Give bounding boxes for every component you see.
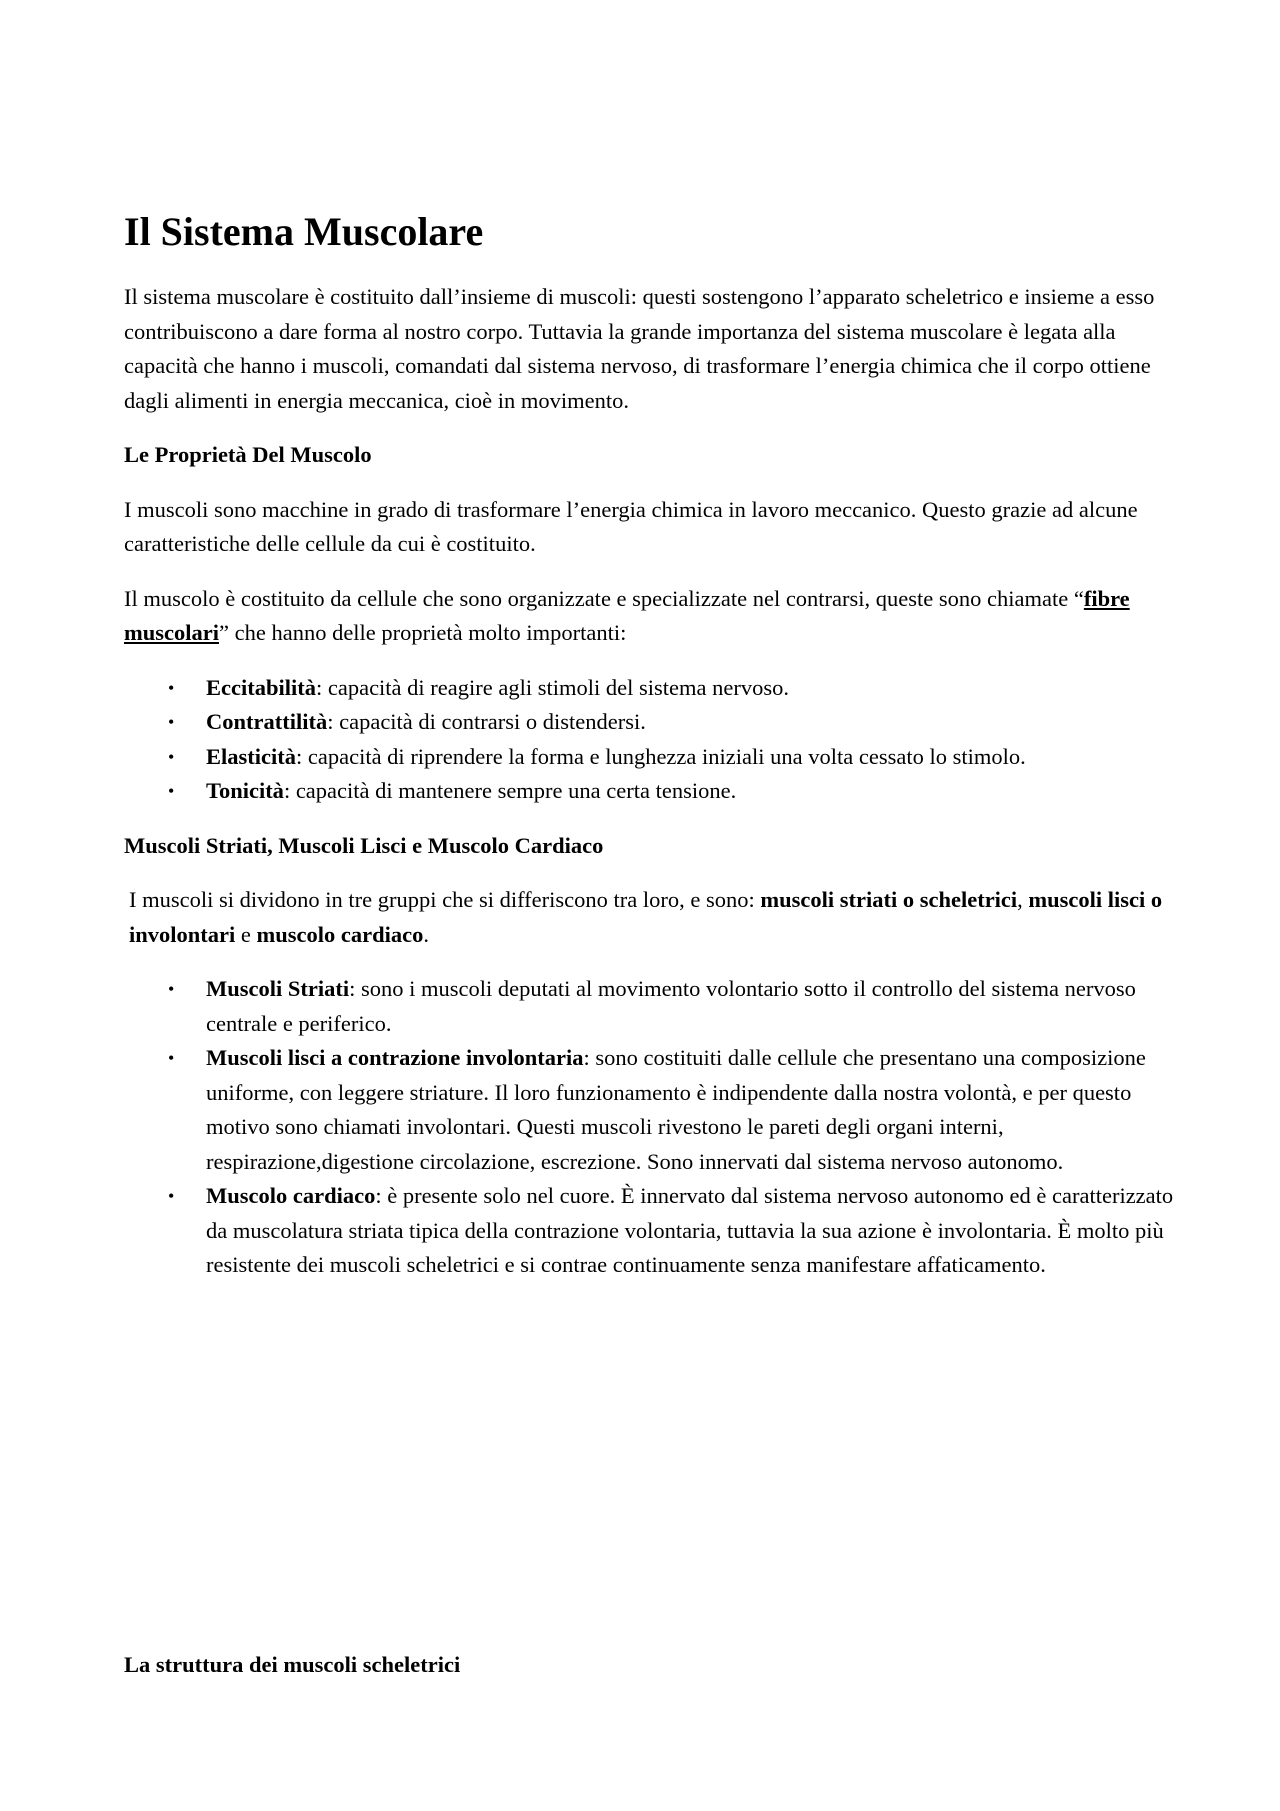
properties-paragraph-1: I muscoli sono macchine in grado di trasformare l’energia chimica in lavoro meccanico. Questo grazie ad alcune caratteristiche delle cellule da cui è costituito. bbox=[124, 496, 1138, 556]
list-item bbox=[124, 705, 1184, 740]
paragraph-text: ” che hanno delle proprietà molto importanti: bbox=[219, 620, 627, 645]
list-item-text: : capacità di mantenere sempre una certa tensione. bbox=[283, 778, 737, 803]
intro-paragraph: Il sistema muscolare è costituito dall’insieme di muscoli: questi sostengono l’apparato scheletrico e insieme a esso contribuiscono a dare forma al nostro corpo. Tuttavia la grande importanza del sistema muscolare è legata alla capacità che hanno i muscoli, comandati dal sistema nervoso, di trasformare l’energia chimica che il corpo ottiene dagli alimenti in energia meccanica, cioè in movimento. bbox=[124, 284, 1155, 413]
list-item-text: : sono i muscoli deputati al movimento volontario sotto il controllo del sistema nervoso centrale e periferico. bbox=[206, 976, 1136, 1036]
paragraph-text: I muscoli si dividono in tre gruppi che si differiscono tra loro, e sono: bbox=[129, 887, 761, 912]
list-item-term: Contrattilità bbox=[206, 709, 328, 734]
bullet-icon: • bbox=[168, 781, 175, 801]
list-item-term: Muscolo cardiaco bbox=[206, 1183, 376, 1208]
list-item-text: : sono costituiti dalle cellule che presentano una composizione uniforme, con leggere striature. Il loro funzionamento è indipendente dalla nostra volontà, e per questo motivo sono chiamati involontari. Questi muscoli rivestono le pareti degli organi interni, respirazione,digestione circolazione, escrezione. Sono innervati dal sistema nervoso autonomo. bbox=[206, 1045, 1146, 1174]
paragraph-text: . bbox=[423, 921, 429, 947]
properties-list bbox=[124, 671, 1184, 809]
bullet-icon: • bbox=[168, 1048, 175, 1068]
list-item-term: Elasticità bbox=[206, 743, 296, 769]
list-item bbox=[124, 774, 1184, 809]
section-heading-properties: Le Proprietà Del Muscolo bbox=[124, 442, 372, 467]
list-item-term: Eccitabilità bbox=[206, 674, 316, 700]
properties-paragraph-2 bbox=[124, 582, 1184, 651]
section-heading-muscle-types: Muscoli Striati, Muscoli Lisci e Muscolo Cardiaco bbox=[124, 832, 604, 858]
list-item-text: : è presente solo nel cuore. È innervato dal sistema nervoso autonomo ed è caratterizzato da muscolatura striata tipica della contrazione volontaria, tuttavia la sua azione è involontaria. È molto più resistente dei muscoli scheletrici e si contrae continuamente senza manifestare affaticamento. bbox=[206, 1183, 1174, 1277]
section-heading-skeletal-structure: La struttura dei muscoli scheletrici bbox=[124, 1652, 461, 1677]
bullet-icon: • bbox=[168, 746, 175, 767]
page-title: Il Sistema Muscolare bbox=[124, 209, 484, 254]
list-item bbox=[124, 740, 1184, 775]
bold-term: muscolo cardiaco bbox=[256, 921, 424, 947]
list-item-text: : capacità di riprendere la forma e lunghezza iniziali una volta cessato lo stimolo. bbox=[296, 743, 1026, 769]
paragraph-text: , bbox=[1017, 887, 1029, 912]
muscle-types-list bbox=[124, 972, 1184, 1283]
muscle-types-paragraph bbox=[129, 883, 1184, 952]
document-body bbox=[124, 204, 1184, 1303]
bullet-icon: • bbox=[168, 712, 175, 732]
list-item-term: Muscoli lisci a contrazione involontaria bbox=[206, 1045, 584, 1070]
bullet-icon: • bbox=[168, 1186, 175, 1206]
bold-term: muscoli striati o scheletrici bbox=[760, 887, 1018, 912]
paragraph-text: e bbox=[235, 921, 257, 947]
list-item-term: Muscoli Striati bbox=[206, 976, 350, 1001]
list-item bbox=[124, 972, 1184, 1041]
fibre-muscolari-link[interactable]: fibre muscolari bbox=[124, 585, 1130, 645]
paragraph-text: Il muscolo è costituito da cellule che sono organizzate e specializzate nel contrarsi, queste sono chiamate “ bbox=[124, 585, 1084, 611]
bullet-icon: • bbox=[168, 677, 175, 698]
bullet-icon: • bbox=[168, 979, 175, 999]
list-item bbox=[124, 1041, 1184, 1179]
list-item bbox=[124, 671, 1184, 706]
list-item-text: : capacità di reagire agli stimoli del sistema nervoso. bbox=[315, 674, 789, 700]
list-item-term: Tonicità bbox=[206, 778, 284, 803]
list-item-text: : capacità di contrarsi o distendersi. bbox=[327, 709, 646, 734]
list-item bbox=[124, 1179, 1184, 1283]
bold-term: muscoli lisci o involontari bbox=[129, 887, 1163, 947]
